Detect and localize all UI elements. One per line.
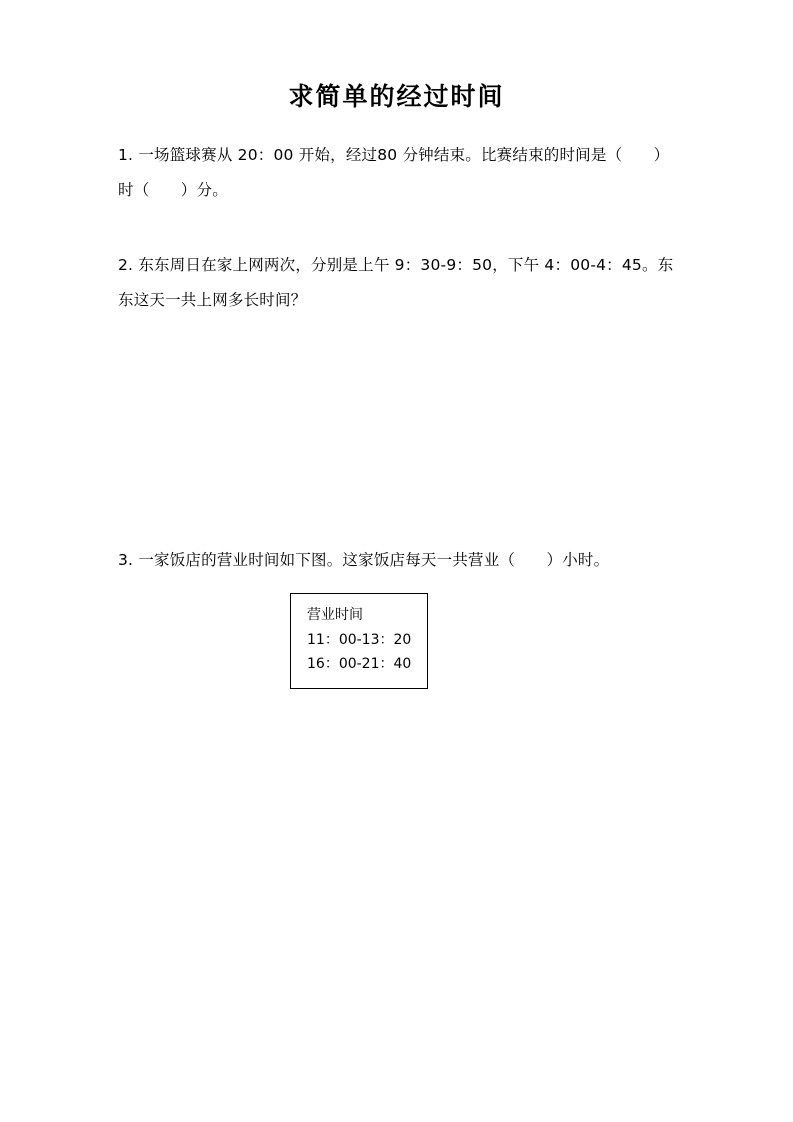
answer-space-problem-2 (118, 333, 675, 425)
page-title: 求简单的经过时间 (288, 82, 505, 111)
business-hours-line-2: 16：00-21：40 (307, 656, 412, 673)
business-hours-line-1: 11：00-13：20 (307, 631, 412, 648)
business-hours-box (290, 593, 428, 689)
problem-2-text: 2. 东东周日在家上网两次，分别是上午 9：30-9：50，下午 4：00-4：45。东东这天一共上网多长时间？ (118, 255, 674, 309)
problem-3-text: 3. 一家饭店的营业时间如下图。这家饭店每天一共营业（ ）小时。 (118, 551, 610, 569)
problem-1-text: 1. 一场篮球赛从 20：00 开始，经过80 分钟结束。比赛结束的时间是（ ）时（ ）分。 (118, 146, 670, 199)
schedule-box-wrapper (118, 593, 675, 689)
business-hours-title: 营业时间 (307, 607, 363, 624)
